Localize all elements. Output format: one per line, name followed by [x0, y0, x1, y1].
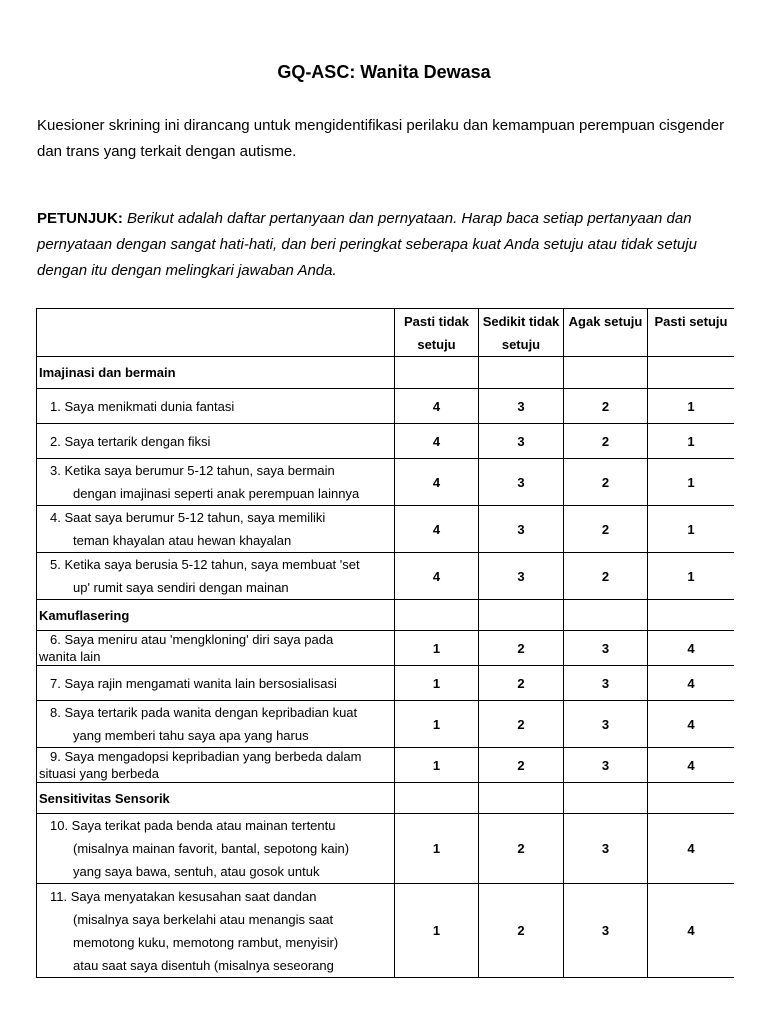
question-cell: 8. Saya tertarik pada wanita dengan kepribadian kuat yang memberi tahu saya apa yang harus: [37, 701, 395, 748]
table-row: [37, 701, 735, 748]
header-sedikit-tidak-setuju: Sedikit tidak setuju: [479, 309, 564, 357]
table-row: [37, 506, 735, 553]
table-row: [37, 748, 735, 783]
instructions-label: PETUNJUK:: [37, 210, 123, 227]
table-row: [37, 424, 735, 459]
section-row: [37, 357, 735, 389]
rating-cell[interactable]: 3: [564, 631, 648, 666]
rating-cell[interactable]: 1: [395, 884, 479, 978]
rating-cell[interactable]: 2: [564, 506, 648, 553]
rating-cell[interactable]: 4: [648, 748, 735, 783]
rating-cell[interactable]: 2: [479, 884, 564, 978]
rating-cell[interactable]: 2: [564, 553, 648, 600]
rating-cell[interactable]: 1: [395, 666, 479, 701]
table-row: [37, 389, 735, 424]
rating-cell[interactable]: 3: [564, 884, 648, 978]
instructions-text: Berikut adalah daftar pertanyaan dan pernyataan. Harap baca setiap pertanyaan dan pernyataan dengan sangat hati-hati, dan beri peringkat seberapa kuat Anda setuju atau tidak setuju dengan itu dengan melingkari jawaban Anda.: [37, 210, 697, 279]
header-pasti-tidak-setuju: Pasti tidak setuju: [395, 309, 479, 357]
table-row: [37, 459, 735, 506]
rating-cell[interactable]: 1: [648, 553, 735, 600]
table-header-row: [37, 309, 735, 357]
header-pasti-setuju: Pasti setuju: [648, 309, 735, 357]
section-row: [37, 600, 735, 631]
intro-paragraph: Kuesioner skrining ini dirancang untuk mengidentifikasi perilaku dan kemampuan perempuan cisgender dan trans yang terkait dengan autisme.: [37, 117, 725, 160]
rating-cell[interactable]: 1: [395, 748, 479, 783]
questionnaire-table: [36, 308, 734, 978]
header-empty-cell: [37, 309, 395, 357]
question-cell: 7. Saya rajin mengamati wanita lain bersosialisasi: [37, 666, 395, 701]
question-cell: 2. Saya tertarik dengan fiksi: [37, 424, 395, 459]
header-agak-setuju: Agak setuju: [564, 309, 648, 357]
rating-cell[interactable]: 4: [395, 389, 479, 424]
table-row: [37, 631, 735, 666]
question-text-line: (misalnya mainan favorit, bantal, sepotong kain): [73, 841, 350, 856]
question-text-line: (misalnya saya berkelahi atau menangis saat: [73, 911, 334, 927]
table-row: [37, 814, 735, 884]
rating-cell[interactable]: 2: [564, 424, 648, 459]
rating-cell[interactable]: 1: [648, 506, 735, 553]
rating-cell[interactable]: 1: [648, 424, 735, 459]
rating-cell[interactable]: 4: [395, 553, 479, 600]
rating-cell[interactable]: 2: [479, 814, 564, 884]
rating-cell[interactable]: 1: [648, 389, 735, 424]
rating-cell[interactable]: 4: [648, 666, 735, 701]
rating-cell[interactable]: 2: [564, 459, 648, 506]
rating-cell[interactable]: 3: [564, 666, 648, 701]
questionnaire-table-wrapper: [36, 308, 734, 978]
rating-cell[interactable]: 3: [564, 748, 648, 783]
rating-cell[interactable]: 2: [479, 701, 564, 748]
rating-cell[interactable]: 4: [395, 424, 479, 459]
rating-cell[interactable]: 2: [479, 748, 564, 783]
rating-cell[interactable]: 2: [479, 666, 564, 701]
rating-cell[interactable]: 3: [479, 424, 564, 459]
section-title: Sensitivitas Sensorik: [37, 783, 395, 814]
rating-cell[interactable]: 1: [395, 631, 479, 666]
rating-cell[interactable]: 3: [479, 553, 564, 600]
table-row: [37, 884, 735, 978]
question-cell: 10. Saya terikat pada benda atau mainan tertentu (misalnya mainan favorit, bantal, sepotong kain) yang saya bawa, sentuh, atau gosok untuk: [37, 814, 395, 884]
rating-cell[interactable]: 2: [479, 631, 564, 666]
rating-cell[interactable]: 4: [648, 814, 735, 884]
instructions-paragraph: [37, 206, 737, 284]
rating-cell[interactable]: 1: [648, 459, 735, 506]
question-cell: 6. Saya meniru atau 'mengkloning' diri saya pada wanita lain: [37, 631, 395, 666]
question-text-line: atau saat saya disentuh (misalnya seseorang: [73, 957, 334, 973]
question-cell: 4. Saat saya berumur 5-12 tahun, saya memiliki teman khayalan atau hewan khayalan: [37, 506, 395, 553]
question-cell: 1. Saya menikmati dunia fantasi: [37, 389, 395, 424]
question-cell: 9. Saya mengadopsi kepribadian yang berbeda dalam situasi yang berbeda: [37, 748, 395, 783]
question-cell: 5. Ketika saya berusia 5-12 tahun, saya membuat 'set up' rumit saya sendiri dengan mainan: [37, 553, 395, 600]
document-title: GQ-ASC: Wanita Dewasa: [277, 62, 491, 82]
section-title: Kamuflasering: [37, 600, 395, 631]
rating-cell[interactable]: 4: [395, 506, 479, 553]
rating-cell[interactable]: 3: [564, 701, 648, 748]
rating-cell[interactable]: 3: [564, 814, 648, 884]
rating-cell[interactable]: 3: [479, 506, 564, 553]
rating-cell[interactable]: 4: [395, 459, 479, 506]
rating-cell[interactable]: 1: [395, 814, 479, 884]
question-text-line: yang saya bawa, sentuh, atau gosok untuk: [73, 864, 320, 879]
rating-cell[interactable]: 1: [395, 701, 479, 748]
table-row: [37, 553, 735, 600]
section-title: Imajinasi dan bermain: [37, 357, 395, 389]
question-cell: 3. Ketika saya berumur 5-12 tahun, saya bermain dengan imajinasi seperti anak perempuan lainnya: [37, 459, 395, 506]
table-row: [37, 666, 735, 701]
rating-cell[interactable]: 4: [648, 631, 735, 666]
rating-cell[interactable]: 3: [479, 389, 564, 424]
rating-cell[interactable]: 2: [564, 389, 648, 424]
rating-cell[interactable]: 3: [479, 459, 564, 506]
section-row: [37, 783, 735, 814]
question-text-line: memotong kuku, memotong rambut, menyisir): [73, 934, 339, 950]
rating-cell[interactable]: 4: [648, 884, 735, 978]
question-cell: 11. Saya menyatakan kesusahan saat dandan (misalnya saya berkelahi atau menangis saat memotong kuku, memotong rambut, menyisir) atau saat saya disentuh (misalnya seseorang: [37, 884, 395, 978]
rating-cell[interactable]: 4: [648, 701, 735, 748]
